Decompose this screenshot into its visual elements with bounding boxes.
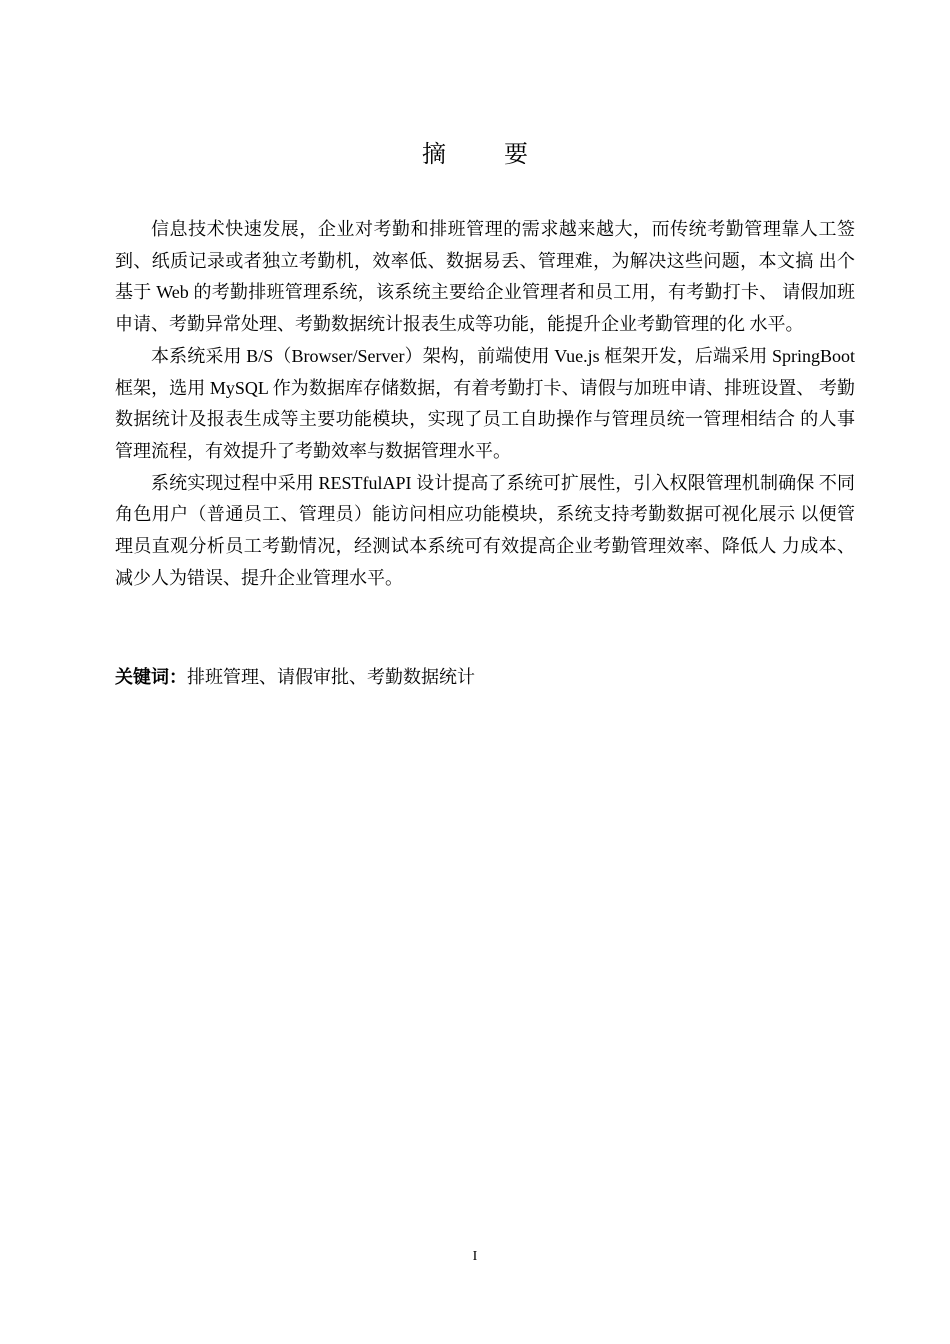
- abstract-body: [115, 214, 855, 594]
- abstract-paragraph-2: 本系统采用 B/S（Browser/Server）架构，前端使用 Vue.js 框架开发，后端采用 SpringBoot 框架，选用 MySQL 作为数据库存储数据，有着考勤打卡、请假与加班申请、排班设置、 考勤数据统计及报表生成等主要功能模块，实现了员工自助操作与管理员统一管理相结合 的人事管理流程，有效提升了考勤效率与数据管理水平。: [115, 345, 855, 461]
- page-number: I: [472, 1249, 478, 1264]
- page-title: 摘 要: [422, 142, 554, 169]
- keywords-text: 排班管理、请假审批、考勤数据统计: [187, 667, 475, 687]
- abstract-paragraph-1: 信息技术快速发展，企业对考勤和排班管理的需求越来越大，而传统考勤管理靠人工签到、纸质记录或者独立考勤机，效率低、数据易丢、管理难，为解决这些问题，本文搞 出个基于 Web 的考勤排班管理系统，该系统主要给企业管理者和员工用，有考勤打卡、 请假加班申请、考勤异常处理、考勤数据统计报表生成等功能，能提升企业考勤管理的化 水平。: [115, 219, 855, 335]
- abstract-paragraph-3: 系统实现过程中采用 RESTfulAPI 设计提高了系统可扩展性，引入权限管理机制确保 不同角色用户（普通员工、管理员）能访问相应功能模块，系统支持考勤数据可视化展示 以便管理员直观分析员工考勤情况，经测试本系统可有效提高企业考勤管理效率、降低人 力成本、减少人为错误、提升企业管理水平。: [115, 472, 855, 588]
- keywords-label: 关键词：: [115, 667, 187, 687]
- keywords-line: [115, 662, 855, 692]
